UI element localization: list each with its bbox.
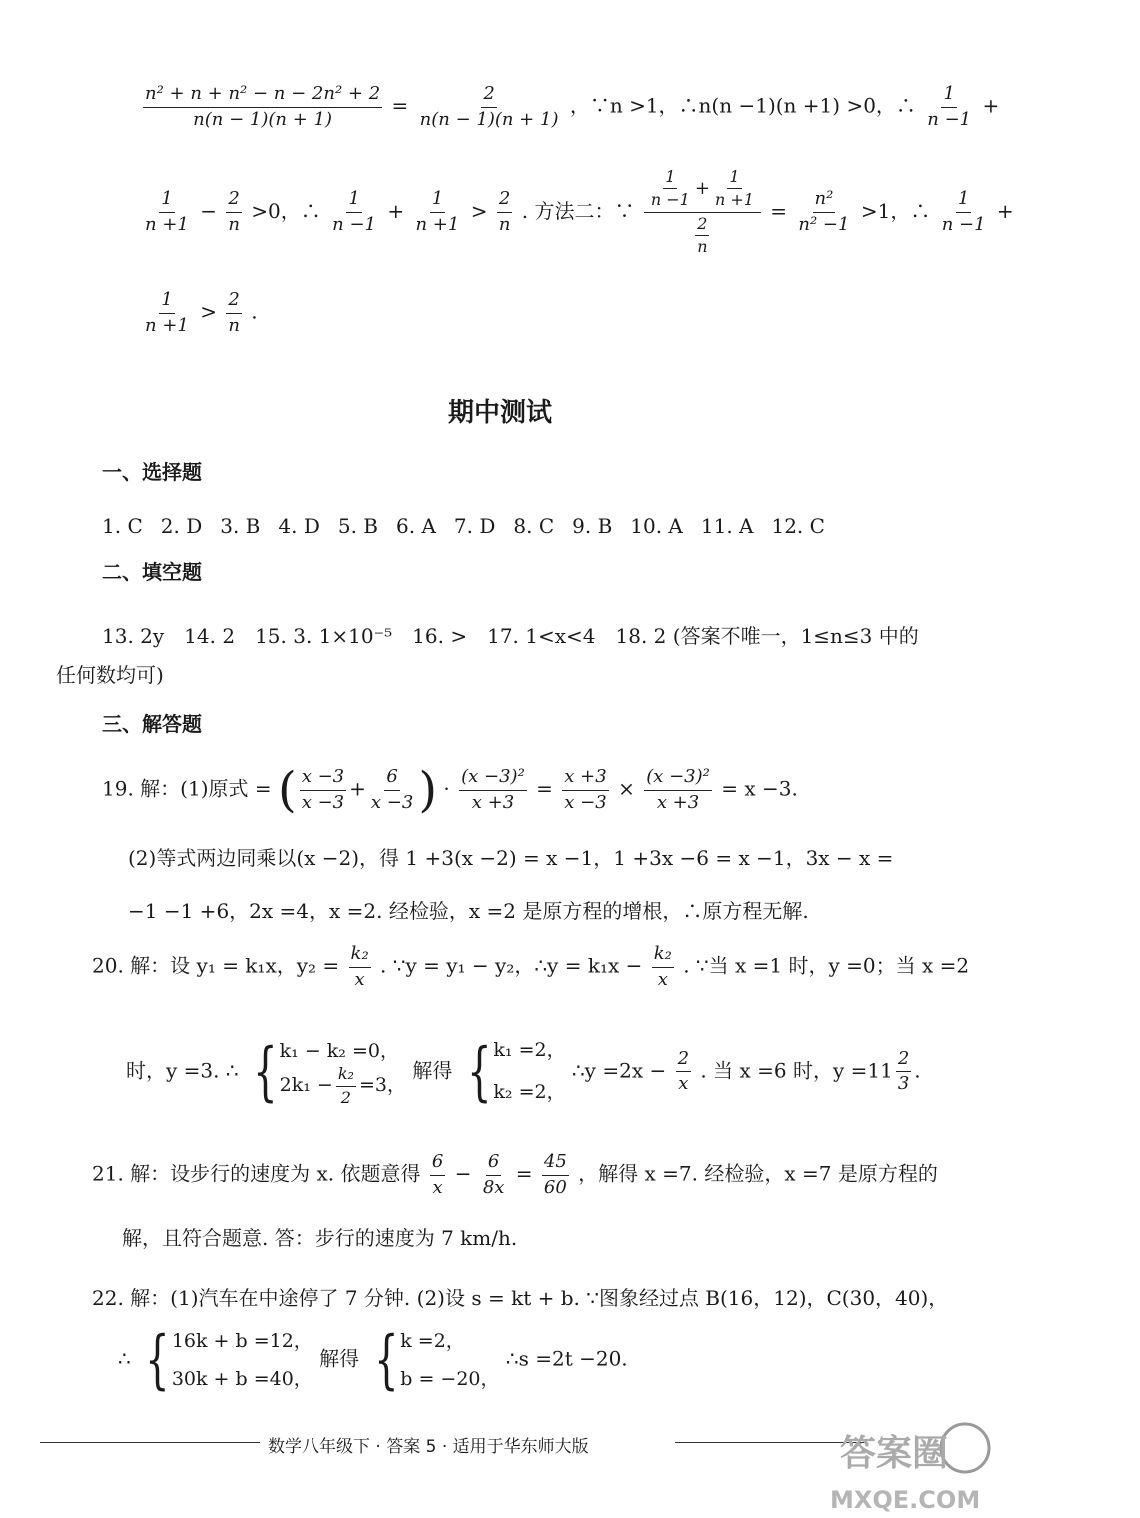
top-line-2: $\frac{1}{n +1}$ − $\frac{2}{n}$ >0，∴ $\frac{1}{n -1}$ + $\frac{1}{n +1}$ > $\frac{2}{n}$ . 方法二：∵ $\frac{1}{n -1}$ + $\frac{1}{n +1}$ $\frac{2}{n}$ = $\frac{\text{n²}}{\text{n² −1}}$ >1，∴ $\frac{1}{n -1}$ + bbox=[145, 167, 1014, 257]
equation-system: { 16k + b =12， 30k + b =40， bbox=[145, 1323, 313, 1397]
top-line-1: $\frac{\text{n² + n + n² − n − 2n² + 2}}{n(n - 1)(n + 1)}$ = $\frac{2}{n(n - 1)(n + 1)}$ ，∵n >1，∴n(n −1)(n +1) >0，∴ $\frac{1}{n -1}$ + bbox=[145, 83, 1000, 130]
top-line-3: $\frac{1}{n +1}$ > $\frac{2}{n}$ . bbox=[145, 289, 258, 336]
section-heading-solve: 三、解答题 bbox=[102, 712, 202, 736]
fraction: $\frac{2}{n(n - 1)(n + 1)}$ bbox=[419, 83, 559, 130]
choice-answer: 6. A bbox=[396, 514, 436, 538]
compound-fraction: $\frac{1}{n -1}$ + $\frac{1}{n +1}$ $\frac{2}{n}$ bbox=[644, 168, 761, 257]
choice-answer: 11. A bbox=[700, 514, 754, 538]
q22-line2: ∴ { 16k + b =12， 30k + b =40， 解得 { k =2， b = −20， ∴s =2t −20. bbox=[118, 1323, 628, 1397]
fill-answers-line-2: 任何数均可) bbox=[56, 663, 164, 687]
watermark-logo bbox=[820, 1420, 990, 1515]
choice-answer: 5. B bbox=[337, 514, 378, 538]
svg-text:MXQE.COM: MXQE.COM bbox=[830, 1486, 981, 1514]
choice-answer: 4. D bbox=[278, 514, 320, 538]
q20-line1: 20. 解：设 y₁ = k₁x，y₂ = $\frac{\text{k₂}}{x}$ . ∵y = y₁ − y₂，∴y = k₁x − $\frac{\text{k₂}}{x}$ . ∵当 x =1 时，y =0；当 x =2 bbox=[92, 943, 970, 990]
section-heading-choice: 一、选择题 bbox=[102, 460, 202, 484]
fraction: $\frac{1}{n -1}$ bbox=[927, 83, 972, 130]
q19-part2-line2: −1 −1 +6，2x =4，x =2. 经检验，x =2 是原方程的增根，∴原方程无解. bbox=[128, 899, 809, 923]
section-heading-fill: 二、填空题 bbox=[102, 560, 202, 584]
footer-text: 数学八年级下 · 答案 5 · 适用于华东师大版 bbox=[268, 1437, 589, 1457]
choice-answer: 1. C bbox=[102, 514, 143, 538]
choice-answer: 2. D bbox=[160, 514, 203, 538]
fraction: $\frac{\text{n² + n + n² − n − 2n² + 2}}{n(n - 1)(n + 1)}$ bbox=[145, 83, 381, 130]
equation-system: { k₁ =2， k₂ =2， bbox=[466, 1034, 566, 1109]
fill-answers-line-1: 13. 2y 14. 2 15. 3. 1×10⁻⁵ 16. > 17. 1<x<4 18. 2 (答案不唯一，1≤n≤3 中的 bbox=[102, 624, 919, 648]
choice-answer: 8. C bbox=[513, 514, 555, 538]
q22-line1: 22. 解：(1)汽车在中途停了 7 分钟. (2)设 s = kt + b. ∵图象经过点 B(16，12)，C(30，40)， bbox=[92, 1286, 949, 1310]
page-title: 期中测试 bbox=[447, 398, 552, 428]
svg-text:答案圈: 答案圈 bbox=[840, 1433, 949, 1474]
choice-answer: 3. B bbox=[220, 514, 261, 538]
q19-part1: 19. 解：(1)原式 = ( $\frac{x -3}{x -3}$ + $\frac{6}{x -3}$ ) · $\frac{\text{(x −3)²}}{x +3}$ = $\frac{x +3}{x -3}$ × $\frac{\text{(x −3)²}}{x +3}$ = x −3. bbox=[102, 762, 798, 818]
q21-line2: 解，且符合题意. 答：步行的速度为 7 km/h. bbox=[122, 1226, 518, 1250]
footer-rule-left bbox=[40, 1442, 260, 1443]
choice-answer: 9. B bbox=[572, 514, 613, 538]
q21-line1: 21. 解：设步行的速度为 x. 依题意得 $\frac{6}{x}$ − $\frac{6}{8x}$ = $\frac{45}{60}$ ，解得 x =7. 经检验，x =7 是原方程的 bbox=[92, 1151, 938, 1198]
choice-answer: 10. A bbox=[630, 514, 683, 538]
equation-system: { k₁ − k₂ =0， 2k₁ − $\frac{\text{k₂}}{2}$ =3， bbox=[253, 1034, 406, 1109]
choice-answer: 7. D bbox=[453, 514, 496, 538]
q20-line2: 时，y =3. ∴ { k₁ − k₂ =0， 2k₁ − $\frac{\text{k₂}}{2}$ =3， 解得 { k₁ =2， k₂ =2， ∴y =2x − $\frac{2}{x}$ . 当 x =6 时，y =11 $\frac{2}{3}$ . bbox=[126, 1030, 1126, 1114]
equation-system: { k =2， b = −20， bbox=[373, 1323, 500, 1397]
choice-answer: 12. C bbox=[771, 514, 825, 538]
q19-part2-line1: (2)等式两边同乘以(x −2)，得 1 +3(x −2) = x −1，1 +3x −6 = x −1，3x − x = bbox=[128, 846, 894, 870]
choice-answer-list bbox=[102, 514, 1102, 538]
